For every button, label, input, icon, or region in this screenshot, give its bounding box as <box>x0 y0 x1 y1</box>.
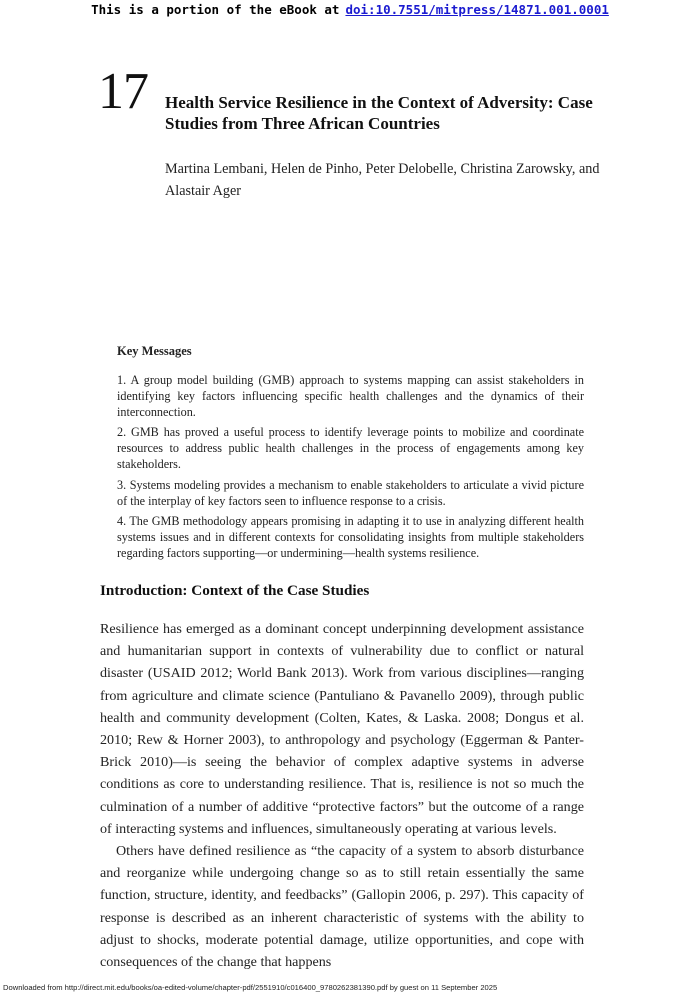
banner-text: This is a portion of the eBook at <box>91 2 340 17</box>
key-messages-box <box>117 344 584 567</box>
body-text <box>100 618 584 973</box>
chapter-title: Health Service Resilience in the Context of Adversity: Case Studies from Three African Countries <box>165 93 593 133</box>
section-heading: Introduction: Context of the Case Studies <box>100 582 370 599</box>
key-message-item: 2. GMB has proved a useful process to identify leverage points to mobilize and coordinate resources to address public health challenges in the process of engagements among key stakeholders. <box>117 425 584 471</box>
doi-link[interactable]: doi:10.7551/mitpress/14871.001.0001 <box>345 2 609 17</box>
paragraph: Others have defined resilience as “the capacity of a system to absorb disturbance and reorganize while undergoing change so as to still retain essentially the same function, structure, identity, and feedbacks” (Gallopin 2006, p. 297). This capacity of response is described as an inherent characteristic of systems with the ability to adjust to shocks, moderate potential damage, utilize opportunities, and cope with consequences of the change that happens <box>100 843 584 971</box>
ebook-banner <box>0 2 700 17</box>
key-message-item: 4. The GMB methodology appears promising in adapting it to use in analyzing different health systems issues and in different contexts for consolidating insights from multiple stakeholders regarding factors supporting—or undermining—health systems resilience. <box>117 514 584 560</box>
key-message-item: 3. Systems modeling provides a mechanism to enable stakeholders to articulate a vivid picture of the interplay of key factors seen to influence response to a crisis. <box>117 477 584 508</box>
download-footer: Downloaded from http://direct.mit.edu/books/oa-edited-volume/chapter-pdf/2551910/c016400_9780262381390.pdf by guest on 11 September 2025 <box>3 983 498 992</box>
paragraph: Resilience has emerged as a dominant concept underpinning development assistance and humanitarian support in contexts of vulnerability due to conflict or natural disaster (USAID 2012; World Bank 2013). Work from various disciplines—ranging from agriculture and climate science (Pantuliano & Pavanello 2009), through public health and community development (Colten, Kates, & Laska. 2008; Dongus et al. 2010; Rew & Horner 2003), to anthropology and psychology (Eggerman & Panter-Brick 2010)—is seeing the behavior of complex adaptive systems in adverse conditions as core to understanding resilience. That is, resilience is not so much the culmination of a number of additive “protective factors” but the outcome of a range of interacting systems and influences, simultaneously operating at various levels. <box>100 621 584 837</box>
key-messages-title: Key Messages <box>117 344 192 358</box>
key-message-item: 1. A group model building (GMB) approach to systems mapping can assist stakeholders in identifying key factors influencing specific health challenges and the dynamics of their interconnection. <box>117 373 584 419</box>
chapter-number: 17 <box>98 63 148 120</box>
chapter-authors: Martina Lembani, Helen de Pinho, Peter Delobelle, Christina Zarowsky, and Alastair Ager <box>165 161 600 199</box>
